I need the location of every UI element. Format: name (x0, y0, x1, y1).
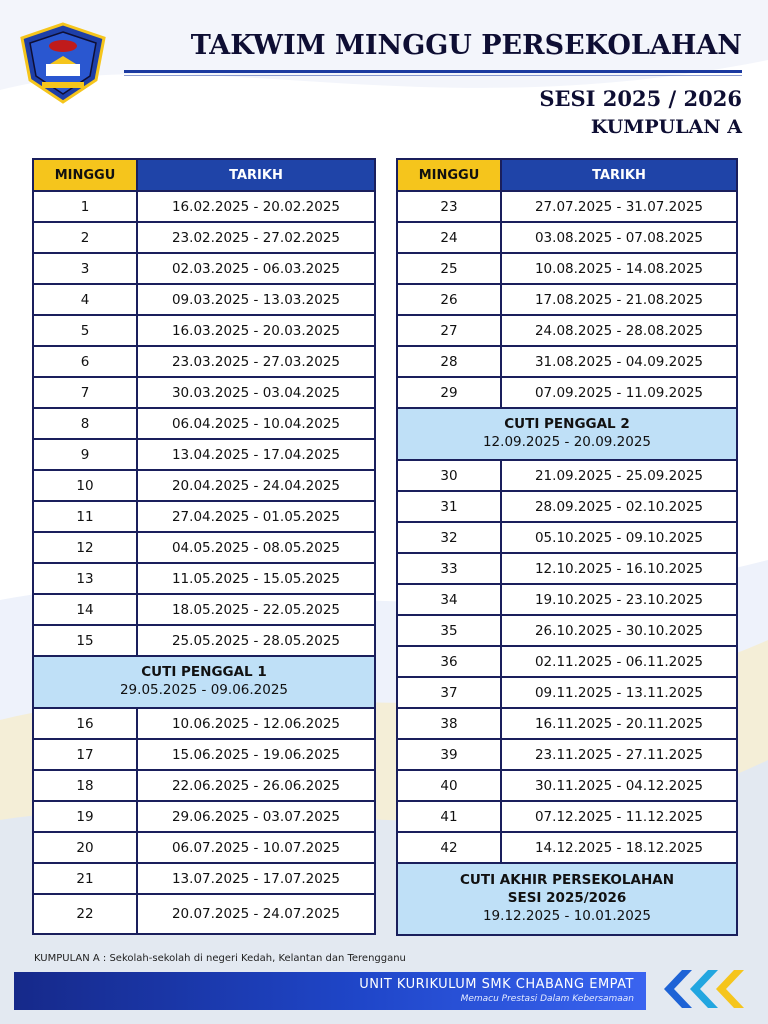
week-row (397, 584, 737, 615)
week-number: 13 (33, 563, 137, 594)
week-dates: 30.03.2025 - 03.04.2025 (137, 377, 375, 408)
week-number: 40 (397, 770, 501, 801)
week-number: 1 (33, 191, 137, 222)
week-row (33, 346, 375, 377)
week-number: 7 (33, 377, 137, 408)
week-dates: 02.11.2025 - 06.11.2025 (501, 646, 737, 677)
page-header (0, 0, 768, 150)
week-number: 37 (397, 677, 501, 708)
footnote: KUMPULAN A : Sekolah-sekolah di negeri Kedah, Kelantan dan Terengganu (34, 953, 406, 964)
column-header-week: MINGGU (33, 159, 137, 191)
week-row (397, 222, 737, 253)
week-number: 9 (33, 439, 137, 470)
week-number: 2 (33, 222, 137, 253)
chevron-arrows-icon (656, 966, 748, 1012)
week-row (397, 377, 737, 408)
week-number: 4 (33, 284, 137, 315)
week-number: 36 (397, 646, 501, 677)
week-dates: 15.06.2025 - 19.06.2025 (137, 739, 375, 770)
week-number: 12 (33, 532, 137, 563)
holiday-subtitle: SESI 2025/2026 (507, 890, 627, 907)
week-row (33, 191, 375, 222)
week-dates: 02.03.2025 - 06.03.2025 (137, 253, 375, 284)
holiday-row (397, 408, 737, 460)
week-number: 17 (33, 739, 137, 770)
week-number: 16 (33, 708, 137, 739)
week-dates: 16.11.2025 - 20.11.2025 (501, 708, 737, 739)
week-dates: 10.06.2025 - 12.06.2025 (137, 708, 375, 739)
week-row (397, 615, 737, 646)
week-row (33, 532, 375, 563)
week-row (33, 801, 375, 832)
week-row (397, 460, 737, 491)
week-row (397, 315, 737, 346)
schedule-table-right (396, 158, 738, 936)
week-row (397, 646, 737, 677)
week-number: 15 (33, 625, 137, 656)
week-number: 42 (397, 832, 501, 863)
week-dates: 04.05.2025 - 08.05.2025 (137, 532, 375, 563)
week-dates: 23.02.2025 - 27.02.2025 (137, 222, 375, 253)
week-row (397, 739, 737, 770)
week-dates: 24.08.2025 - 28.08.2025 (501, 315, 737, 346)
week-row (33, 594, 375, 625)
week-dates: 30.11.2025 - 04.12.2025 (501, 770, 737, 801)
week-row (33, 625, 375, 656)
week-number: 34 (397, 584, 501, 615)
week-row (33, 863, 375, 894)
title-underline (124, 70, 742, 73)
week-dates: 29.06.2025 - 03.07.2025 (137, 801, 375, 832)
week-dates: 07.12.2025 - 11.12.2025 (501, 801, 737, 832)
week-row (33, 377, 375, 408)
week-number: 24 (397, 222, 501, 253)
page-title: TAKWIM MINGGU PERSEKOLAHAN (190, 30, 742, 61)
week-number: 31 (397, 491, 501, 522)
column-header-week: MINGGU (397, 159, 501, 191)
week-dates: 09.03.2025 - 13.03.2025 (137, 284, 375, 315)
week-dates: 25.05.2025 - 28.05.2025 (137, 625, 375, 656)
week-row (397, 191, 737, 222)
holiday-dates: 19.12.2025 - 10.01.2025 (482, 907, 652, 924)
week-row (33, 563, 375, 594)
week-dates: 06.07.2025 - 10.07.2025 (137, 832, 375, 863)
week-row (33, 501, 375, 532)
week-dates: 13.04.2025 - 17.04.2025 (137, 439, 375, 470)
week-row (397, 677, 737, 708)
week-dates: 16.03.2025 - 20.03.2025 (137, 315, 375, 346)
week-row (33, 739, 375, 770)
week-number: 35 (397, 615, 501, 646)
week-dates: 03.08.2025 - 07.08.2025 (501, 222, 737, 253)
week-number: 11 (33, 501, 137, 532)
week-number: 26 (397, 284, 501, 315)
week-dates: 10.08.2025 - 14.08.2025 (501, 253, 737, 284)
week-dates: 19.10.2025 - 23.10.2025 (501, 584, 737, 615)
column-header-date: TARIKH (501, 159, 737, 191)
group-label: KUMPULAN A (590, 116, 742, 138)
week-number: 18 (33, 770, 137, 801)
week-dates: 05.10.2025 - 09.10.2025 (501, 522, 737, 553)
week-dates: 13.07.2025 - 17.07.2025 (137, 863, 375, 894)
holiday-title: CUTI PENGGAL 1 (141, 664, 267, 681)
schedule-table-left (32, 158, 376, 935)
week-dates: 20.04.2025 - 24.04.2025 (137, 470, 375, 501)
week-number: 14 (33, 594, 137, 625)
school-crest-icon (16, 22, 110, 106)
week-dates: 23.11.2025 - 27.11.2025 (501, 739, 737, 770)
column-header-date: TARIKH (137, 159, 375, 191)
week-row (33, 284, 375, 315)
week-row (33, 832, 375, 863)
week-number: 20 (33, 832, 137, 863)
week-number: 22 (33, 894, 137, 934)
holiday-cell (33, 656, 375, 708)
week-row (33, 708, 375, 739)
week-row (33, 222, 375, 253)
week-row (397, 708, 737, 739)
week-number: 23 (397, 191, 501, 222)
week-number: 32 (397, 522, 501, 553)
week-dates: 09.11.2025 - 13.11.2025 (501, 677, 737, 708)
holiday-title: CUTI AKHIR PERSEKOLAHAN (459, 872, 674, 889)
week-row (33, 439, 375, 470)
week-number: 19 (33, 801, 137, 832)
week-number: 29 (397, 377, 501, 408)
week-number: 28 (397, 346, 501, 377)
week-number: 10 (33, 470, 137, 501)
week-dates: 26.10.2025 - 30.10.2025 (501, 615, 737, 646)
week-dates: 23.03.2025 - 27.03.2025 (137, 346, 375, 377)
week-row (33, 408, 375, 439)
title-underline-thin (124, 75, 742, 76)
week-row (397, 346, 737, 377)
holiday-dates: 29.05.2025 - 09.06.2025 (119, 682, 289, 698)
week-row (33, 315, 375, 346)
week-dates: 28.09.2025 - 02.10.2025 (501, 491, 737, 522)
week-number: 21 (33, 863, 137, 894)
week-row (397, 522, 737, 553)
week-dates: 07.09.2025 - 11.09.2025 (501, 377, 737, 408)
week-dates: 18.05.2025 - 22.05.2025 (137, 594, 375, 625)
week-dates: 06.04.2025 - 10.04.2025 (137, 408, 375, 439)
holiday-cell (397, 408, 737, 460)
week-dates: 16.02.2025 - 20.02.2025 (137, 191, 375, 222)
week-row (397, 770, 737, 801)
week-row (397, 284, 737, 315)
week-number: 41 (397, 801, 501, 832)
week-row (33, 470, 375, 501)
week-row (397, 801, 737, 832)
week-dates: 27.07.2025 - 31.07.2025 (501, 191, 737, 222)
week-number: 30 (397, 460, 501, 491)
week-dates: 31.08.2025 - 04.09.2025 (501, 346, 737, 377)
week-row (33, 894, 375, 934)
session-label: SESI 2025 / 2026 (539, 86, 742, 111)
holiday-title: CUTI PENGGAL 2 (504, 416, 630, 433)
footer-motto: Memacu Prestasi Dalam Kebersamaan (460, 994, 634, 1004)
holiday-cell (397, 863, 737, 935)
week-dates: 12.10.2025 - 16.10.2025 (501, 553, 737, 584)
week-row (397, 832, 737, 863)
week-dates: 14.12.2025 - 18.12.2025 (501, 832, 737, 863)
week-dates: 11.05.2025 - 15.05.2025 (137, 563, 375, 594)
footer-bar (14, 972, 646, 1010)
week-dates: 22.06.2025 - 26.06.2025 (137, 770, 375, 801)
week-dates: 17.08.2025 - 21.08.2025 (501, 284, 737, 315)
holiday-dates: 12.09.2025 - 20.09.2025 (482, 434, 652, 450)
week-dates: 21.09.2025 - 25.09.2025 (501, 460, 737, 491)
week-number: 33 (397, 553, 501, 584)
week-row (397, 253, 737, 284)
holiday-row (33, 656, 375, 708)
week-number: 38 (397, 708, 501, 739)
week-dates: 20.07.2025 - 24.07.2025 (137, 894, 375, 934)
week-number: 3 (33, 253, 137, 284)
holiday-row (397, 863, 737, 935)
week-number: 6 (33, 346, 137, 377)
footer-unit-name: UNIT KURIKULUM SMK CHABANG EMPAT (359, 977, 634, 992)
week-number: 39 (397, 739, 501, 770)
week-row (33, 253, 375, 284)
week-number: 25 (397, 253, 501, 284)
week-dates: 27.04.2025 - 01.05.2025 (137, 501, 375, 532)
week-number: 8 (33, 408, 137, 439)
week-row (33, 770, 375, 801)
week-row (397, 491, 737, 522)
week-number: 5 (33, 315, 137, 346)
week-number: 27 (397, 315, 501, 346)
week-row (397, 553, 737, 584)
